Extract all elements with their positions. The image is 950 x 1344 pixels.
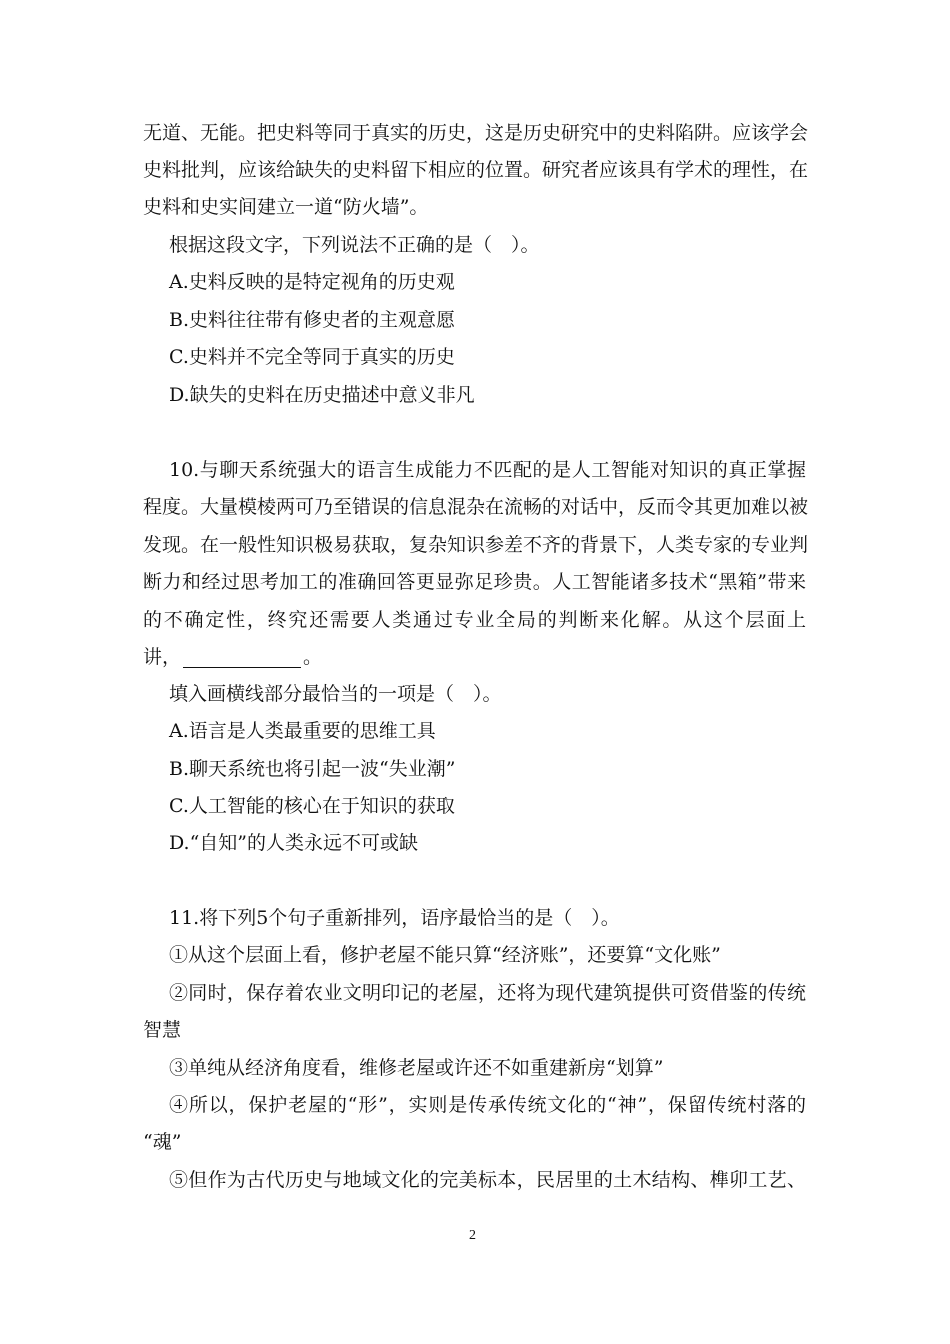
- passage-line: 无道、无能。把史料等同于真实的历史，这是历史研究中的史料陷阱。应该学会: [143, 122, 809, 144]
- q10-last-prefix: 讲，: [143, 646, 182, 668]
- sentence-1: ①从这个层面上看，修护老屋不能只算“经济账”，还要算“文化账”: [169, 944, 721, 966]
- question-prompt: 填入画横线部分最恰当的一项是（ ）。: [169, 683, 502, 705]
- option-c: C.人工智能的核心在于知识的获取: [169, 795, 455, 817]
- option-b: B.史料往往带有修史者的主观意愿: [169, 309, 456, 331]
- q10-line: 发现。在一般性知识极易获取，复杂知识参差不齐的背景下，人类专家的专业判: [143, 534, 809, 556]
- q10-last-suffix: 。: [303, 646, 323, 668]
- fill-blank: [183, 649, 301, 668]
- q11-question: 11.将下列5个句子重新排列，语序最恰当的是（ ）。: [169, 907, 620, 929]
- option-b: B.聊天系统也将引起一波“失业潮”: [169, 758, 456, 780]
- sentence-4: ④所以，保护老屋的“形”，实则是传承传统文化的“神”，保留传统村落的: [169, 1094, 806, 1116]
- option-a: A.语言是人类最重要的思维工具: [169, 720, 436, 742]
- sentence-4-cont: “魂”: [143, 1131, 182, 1153]
- question-prompt: 根据这段文字，下列说法不正确的是（ ）。: [169, 234, 540, 256]
- sentence-2-cont: 智慧: [143, 1019, 182, 1041]
- option-c: C.史料并不完全等同于真实的历史: [169, 346, 455, 368]
- option-d: D.缺失的史料在历史描述中意义非凡: [169, 384, 475, 406]
- page-number: 2: [469, 1228, 476, 1243]
- q10-line: 断力和经过思考加工的准确回答更显弥足珍贵。人工智能诸多技术“黑箱”带来: [143, 571, 806, 593]
- q10-line: 的不确定性，终究还需要人类通过专业全局的判断来化解。从这个层面上: [143, 609, 806, 631]
- q10-line: 程度。大量模棱两可乃至错误的信息混杂在流畅的对话中，反而令其更加难以被: [143, 496, 809, 518]
- sentence-2: ②同时，保存着农业文明印记的老屋，还将为现代建筑提供可资借鉴的传统: [169, 982, 806, 1004]
- option-d: D.“自知”的人类永远不可或缺: [169, 832, 419, 854]
- q10-last-line: [143, 644, 322, 670]
- q10-line: 10.与聊天系统强大的语言生成能力不匹配的是人工智能对知识的真正掌握: [169, 459, 806, 481]
- sentence-5: ⑤但作为古代历史与地域文化的完美标本，民居里的土木结构、榫卯工艺、: [169, 1169, 806, 1191]
- option-a: A.史料反映的是特定视角的历史观: [169, 271, 455, 293]
- passage-line: 史料和史实间建立一道“防火墙”。: [143, 196, 429, 218]
- sentence-3: ③单纯从经济角度看，维修老屋或许还不如重建新房“划算”: [169, 1057, 664, 1079]
- passage-line: 史料批判，应该给缺失的史料留下相应的位置。研究者应该具有学术的理性，在: [143, 159, 809, 181]
